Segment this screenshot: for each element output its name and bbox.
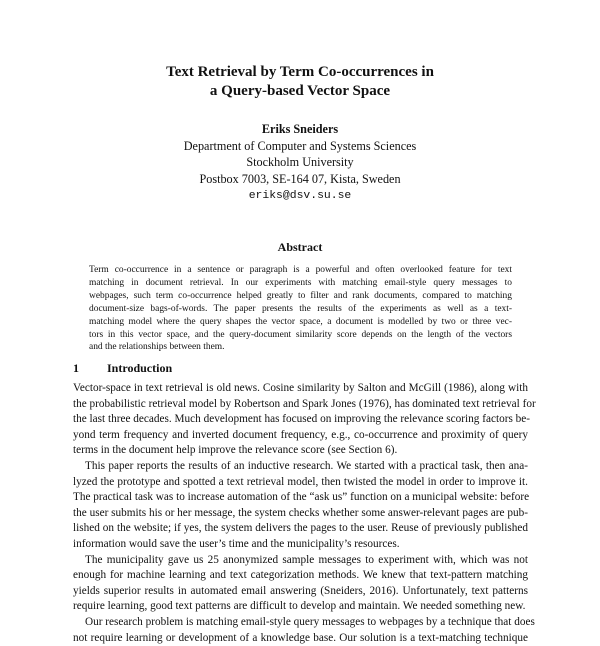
author-name: Eriks Sneiders — [0, 121, 600, 138]
body-line: the user submits his or her message, the system checks whether some answer-relevant pages are pub- — [73, 506, 528, 522]
abstract-line: matching in document retrieval. In our experiments with matching email-style query messages to — [89, 277, 512, 290]
author-department: Department of Computer and Systems Sciences — [0, 138, 600, 155]
body-line: lished on the website; if yes, the system delivers the pages to the user. Reuse of previously published — [73, 521, 528, 537]
section-title: Introduction — [107, 361, 172, 375]
body-line: not require learning or development of a knowledge base. Our solution is a text-matching technique — [73, 631, 528, 646]
section-number: 1 — [73, 361, 107, 375]
introduction-body — [73, 381, 528, 646]
abstract-line: webpages, such term co-occurrence helped greatly to filter and rank documents, compared to matching — [89, 290, 512, 303]
abstract-line: Term co-occurrence in a sentence or paragraph is a powerful and often overlooked feature for text — [89, 264, 512, 277]
section-heading-introduction — [73, 361, 172, 375]
body-line: The municipality gave us 25 anonymized sample messages to experiment with, which was not — [73, 553, 528, 569]
body-line: lyzed the prototype and spotted a text retrieval model, then twisted the model in order to improve it. — [73, 475, 528, 491]
abstract-line: document-size bags-of-words. The paper presents the results of the experiments as well as a text- — [89, 303, 512, 316]
paper-title-line-1: Text Retrieval by Term Co-occurrences in — [0, 63, 600, 82]
paper-title-line-2: a Query-based Vector Space — [0, 82, 600, 101]
paper-title — [0, 63, 600, 101]
body-line: require learning, good text patterns are difficult to develop and maintain. We needed something new. — [73, 599, 528, 615]
author-block — [0, 121, 600, 205]
abstract-line: tors in this vector space, and the query-document similarity score depends on the length of the vectors — [89, 329, 512, 342]
body-line: yields superior results in automated email answering (Sneiders, 2016). Unfortunately, text patterns — [73, 584, 528, 600]
abstract-line: matching model where the query shapes the vector space, a document is modelled by two or three vec- — [89, 316, 512, 329]
abstract-heading: Abstract — [0, 240, 600, 254]
body-line: Vector-space in text retrieval is old news. Cosine similarity by Salton and McGill (1986), along with — [73, 381, 528, 397]
body-line: yond term frequency and inverted document frequency, e.g., co-occurrence and proximity of query — [73, 428, 528, 444]
body-line: The practical task was to increase automation of the “ask us” function on a municipal website: before — [73, 490, 528, 506]
author-email: eriks@dsv.su.se — [0, 188, 600, 205]
author-university: Stockholm University — [0, 154, 600, 171]
author-address: Postbox 7003, SE-164 07, Kista, Sweden — [0, 171, 600, 188]
body-line: the last three decades. Much development has focused on improving the relevance scoring factors be- — [73, 412, 528, 428]
abstract-body — [89, 264, 512, 354]
body-line: enough for machine learning and text categorization methods. We knew that text-pattern matching — [73, 568, 528, 584]
abstract-line: and the relationships between them. — [89, 341, 512, 354]
body-line: Our research problem is matching email-style query messages to webpages by a technique that does — [73, 615, 528, 631]
body-line: information would save the user’s time and the municipality’s resources. — [73, 537, 528, 553]
body-line: terms in the document help improve the relevance score (see Section 6). — [73, 443, 528, 459]
body-line: the probabilistic retrieval model by Robertson and Spark Jones (1976), has dominated text retrieval for — [73, 397, 528, 413]
body-line: This paper reports the results of an inductive research. We started with a practical task, then ana- — [73, 459, 528, 475]
